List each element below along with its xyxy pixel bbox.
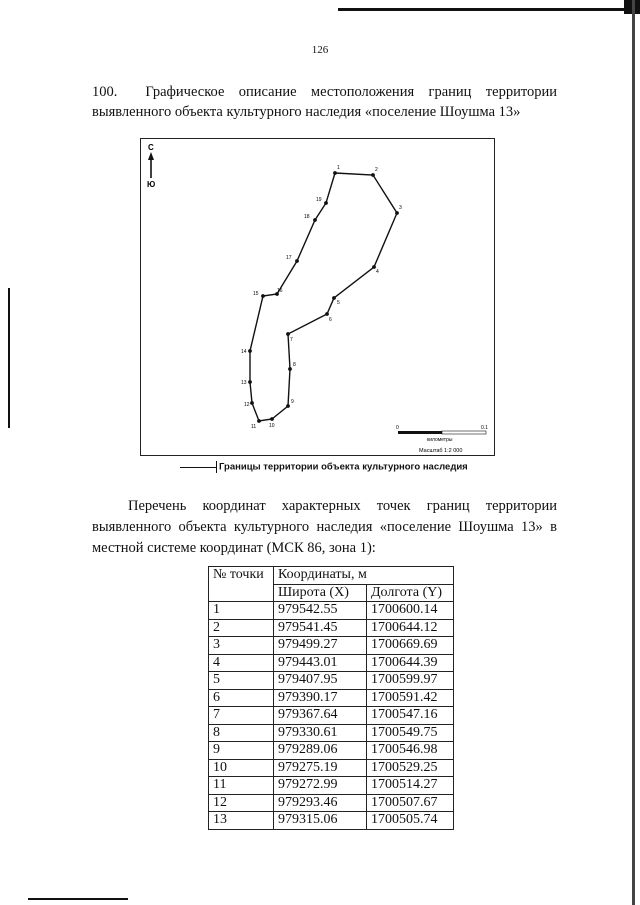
boundary-map-svg (141, 139, 496, 457)
boundary-point-label: 2 (375, 167, 378, 173)
cell-point: 12 (209, 794, 274, 812)
boundary-point-label: 6 (329, 317, 332, 323)
cell-y: 1700599.97 (367, 672, 454, 690)
cell-point: 10 (209, 759, 274, 777)
cell-point: 11 (209, 777, 274, 795)
boundary-point-label: 13 (241, 380, 247, 386)
boundary-point-label: 12 (244, 402, 250, 408)
cell-y: 1700547.16 (367, 707, 454, 725)
scan-artifact-left-bar (8, 288, 10, 428)
boundary-point (261, 294, 265, 298)
boundary-point-label: 11 (251, 424, 257, 430)
legend-line-icon (180, 467, 216, 468)
cell-point: 2 (209, 619, 274, 637)
boundary-point (332, 296, 336, 300)
header-x: Широта (X) (274, 584, 367, 602)
scan-artifact-right-line (632, 0, 635, 905)
section-heading (92, 82, 557, 122)
table-row (209, 724, 454, 742)
table-row (209, 759, 454, 777)
south-label: Ю (147, 180, 156, 189)
north-label: С (148, 143, 154, 152)
cell-x: 979315.06 (274, 812, 367, 830)
cell-y: 1700591.42 (367, 689, 454, 707)
boundary-point-label: 7 (290, 337, 293, 343)
table-row (209, 794, 454, 812)
boundary-polygon (250, 173, 397, 421)
cell-y: 1700505.74 (367, 812, 454, 830)
page-number: 126 (311, 44, 329, 56)
boundary-point (288, 367, 292, 371)
boundary-layer (241, 165, 402, 430)
table-row (209, 654, 454, 672)
boundary-point-label: 8 (293, 362, 296, 368)
cell-x: 979407.95 (274, 672, 367, 690)
table-row (209, 812, 454, 830)
cell-x: 979275.19 (274, 759, 367, 777)
cell-x: 979499.27 (274, 637, 367, 655)
coordinates-table (208, 566, 454, 830)
cell-y: 1700549.75 (367, 724, 454, 742)
cell-y: 1700644.39 (367, 654, 454, 672)
scan-artifact-bottom-bar (28, 898, 128, 900)
cell-point: 13 (209, 812, 274, 830)
scale-start: 0 (396, 425, 399, 431)
table-row (209, 637, 454, 655)
cell-x: 979443.01 (274, 654, 367, 672)
boundary-point-label: 10 (269, 423, 275, 429)
boundary-point-label: 9 (291, 399, 294, 405)
boundary-point (257, 419, 261, 423)
boundary-point-label: 4 (376, 269, 379, 275)
table-row (209, 672, 454, 690)
boundary-point (248, 380, 252, 384)
cell-point: 6 (209, 689, 274, 707)
cell-y: 1700514.27 (367, 777, 454, 795)
legend-text: Границы территории объекта культурного наследия (219, 461, 468, 473)
boundary-map (140, 138, 495, 456)
map-legend (180, 461, 468, 473)
boundary-point-label: 19 (316, 197, 322, 203)
boundary-point (324, 201, 328, 205)
table-row (209, 742, 454, 760)
cell-y: 1700669.69 (367, 637, 454, 655)
cell-x: 979390.17 (274, 689, 367, 707)
boundary-point-label: 16 (277, 288, 283, 294)
cell-y: 1700529.25 (367, 759, 454, 777)
boundary-point (313, 218, 317, 222)
boundary-point (333, 171, 337, 175)
legend-tick (216, 461, 217, 473)
boundary-point-label: 1 (337, 165, 340, 171)
boundary-point (371, 173, 375, 177)
boundary-point (286, 332, 290, 336)
table-header-row (209, 567, 454, 585)
boundary-point-label: 14 (241, 349, 247, 355)
cell-x: 979289.06 (274, 742, 367, 760)
header-point: № точки (209, 567, 274, 602)
cell-y: 1700644.12 (367, 619, 454, 637)
section-title: Графическое описание местоположения границ территории выявленного объекта культурного наследия «поселение Шоушма 13» (92, 84, 557, 120)
scale-bar (396, 425, 488, 454)
section-number: 100. (92, 84, 118, 100)
intro-paragraph: Перечень координат характерных точек границ территории выявленного объекта культурного наследия «поселение Шоушма 13» в местной системе координат (МСК 86, зона 1): (92, 498, 557, 556)
boundary-point (286, 404, 290, 408)
cell-y: 1700600.14 (367, 602, 454, 620)
cell-y: 1700507.67 (367, 794, 454, 812)
cell-x: 979293.46 (274, 794, 367, 812)
cell-y: 1700546.98 (367, 742, 454, 760)
cell-x: 979367.64 (274, 707, 367, 725)
boundary-point-label: 18 (304, 214, 310, 220)
cell-point: 1 (209, 602, 274, 620)
boundary-point-label: 15 (253, 291, 259, 297)
cell-x: 979330.61 (274, 724, 367, 742)
scale-unit: километры (427, 437, 453, 443)
north-arrow-icon (148, 152, 154, 178)
boundary-point-label: 17 (286, 255, 292, 261)
table-row (209, 602, 454, 620)
table-row (209, 619, 454, 637)
cell-point: 3 (209, 637, 274, 655)
table-row (209, 707, 454, 725)
boundary-point (270, 417, 274, 421)
boundary-point (248, 349, 252, 353)
cell-x: 979541.45 (274, 619, 367, 637)
cell-point: 9 (209, 742, 274, 760)
cell-x: 979542.55 (274, 602, 367, 620)
scale-ratio: Масштаб 1:2 000 (419, 448, 463, 454)
scan-artifact-top-bar (338, 8, 638, 11)
table-row (209, 777, 454, 795)
boundary-point-label: 3 (399, 205, 402, 211)
header-coords: Координаты, м (274, 567, 454, 585)
header-y: Долгота (Y) (367, 584, 454, 602)
cell-point: 8 (209, 724, 274, 742)
cell-point: 5 (209, 672, 274, 690)
boundary-point-label: 5 (337, 300, 340, 306)
boundary-point (325, 312, 329, 316)
boundary-point (295, 259, 299, 263)
boundary-point (250, 401, 254, 405)
cell-point: 4 (209, 654, 274, 672)
cell-x: 979272.99 (274, 777, 367, 795)
cell-point: 7 (209, 707, 274, 725)
boundary-point (395, 211, 399, 215)
table-row (209, 689, 454, 707)
scale-end: 0.1 (481, 425, 488, 431)
